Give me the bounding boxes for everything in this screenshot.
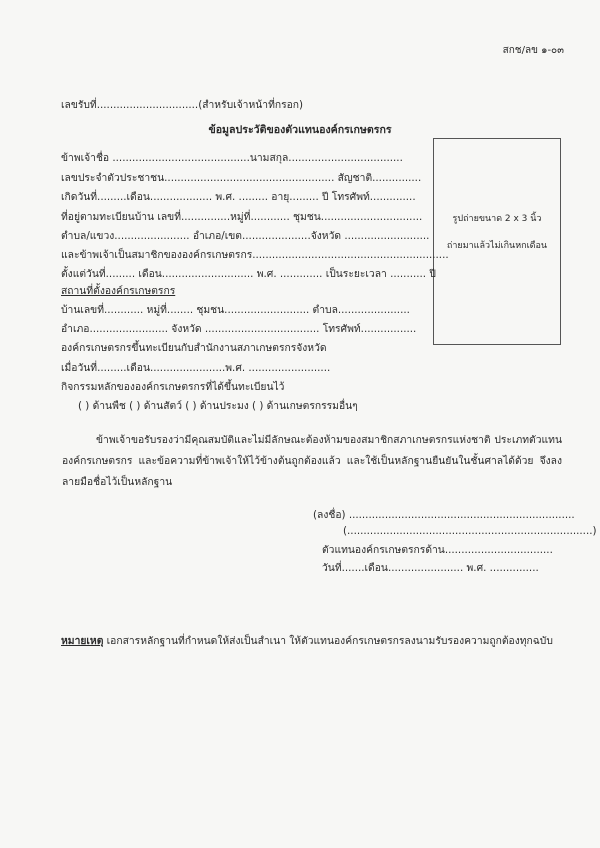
activity-options-line: ( ) ด้านพืช ( ) ด้านสัตว์ ( ) ด้านประมง ( ) ด้านเกษตรกรรมอื่นๆ bbox=[78, 400, 358, 412]
membership-line: และข้าพเจ้าเป็นสมาชิกขององค์กรเกษตรกร............................................................ bbox=[61, 249, 449, 261]
registration-date-line: เมื่อวันที่.........เดือน.......................พ.ศ. ......................... bbox=[61, 362, 331, 374]
note-label: หมายเหตุ bbox=[61, 635, 104, 647]
id-nationality-line: เลขประจำตัวประชาชน.................................................... สัญชาติ............... bbox=[61, 172, 422, 184]
name-line: ข้าพเจ้าชื่อ ..........................................นามสกุล................................... bbox=[61, 152, 403, 164]
org-address-line: บ้านเลขที่............ หมู่ที่........ ชุมชน.......................... ตำบล...................... bbox=[61, 304, 410, 316]
printed-name-line: (...........................................................................) bbox=[343, 525, 597, 537]
org-location-heading: สถานที่ตั้งองค์กรเกษตรกร bbox=[61, 285, 176, 297]
receipt-number-line: เลขรับที่...............................(สำหรับเจ้าหน้าที่กรอก) bbox=[61, 99, 304, 111]
photo-age-label: ถ่ายมาแล้วไม่เกินหกเดือน bbox=[446, 241, 548, 251]
address-line: ที่อยู่ตามทะเบียนบ้าน เลขที่...............หมู่ที่............ ชุมชน............................... bbox=[61, 211, 423, 223]
birth-phone-line: เกิดวันที่.........เดือน................... พ.ศ. ......... อายุ......... ปี โทรศัพท์.............. bbox=[61, 191, 416, 203]
district-province-line: ตำบล/แขวง....................... อำเภอ/เขต.....................จังหวัด .......................... bbox=[61, 230, 430, 242]
member-since-line: ตั้งแต่วันที่......... เดือน............................ พ.ศ. ............. เป็นระยะเวลา ........... ปี bbox=[61, 268, 436, 280]
photo-placeholder-box bbox=[433, 138, 561, 345]
document-title: ข้อมูลประวัติของตัวแทนองค์กรเกษตรกร bbox=[208, 124, 392, 136]
org-district-phone-line: อำเภอ........................ จังหวัด ................................... โทรศัพท์................. bbox=[61, 323, 417, 335]
signature-date-line: วันที่.......เดือน....................... พ.ศ. ............... bbox=[322, 562, 539, 574]
certification-paragraph bbox=[62, 430, 562, 493]
form-code: สกช/ลข ๑-๐๓ bbox=[502, 45, 564, 56]
certification-text: ข้าพเจ้าขอรับรองว่ามีคุณสมบัติและไม่มีลักษณะต้องห้ามของสมาชิกสภาเกษตรกรแห่งชาติ ประเภทตัวแทนองค์กรเกษตรกร และข้อความที่ข้าพเจ้าให้ไว้ข้างต้นถูกต้องแล้ว และใช้เป็นหลักฐานยืนยันในชั้นศาลได้ด้วย จึงลงลายมือชื่อไว้เป็นหลักฐาน bbox=[62, 434, 562, 488]
representative-role-line: ตัวแทนองค์กรเกษตรกรด้าน................................. bbox=[322, 544, 553, 556]
main-activity-line: กิจกรรมหลักขององค์กรเกษตรกรที่ได้ขึ้นทะเบียนไว้ bbox=[61, 381, 285, 393]
signature-line: (ลงชื่อ) ..................................................................... bbox=[313, 509, 575, 521]
registration-line: องค์กรเกษตรกรขึ้นทะเบียนกับสำนักงานสภาเกษตรกรจังหวัด bbox=[61, 342, 327, 354]
note-line bbox=[61, 634, 553, 648]
photo-size-label: รูปถ่ายขนาด 2 x 3 นิ้ว bbox=[452, 214, 542, 224]
note-text: เอกสารหลักฐานที่กำหนดให้ส่งเป็นสำเนา ให้ตัวแทนองค์กรเกษตรกรลงนามรับรองความถูกต้องทุกฉบับ bbox=[103, 635, 553, 647]
